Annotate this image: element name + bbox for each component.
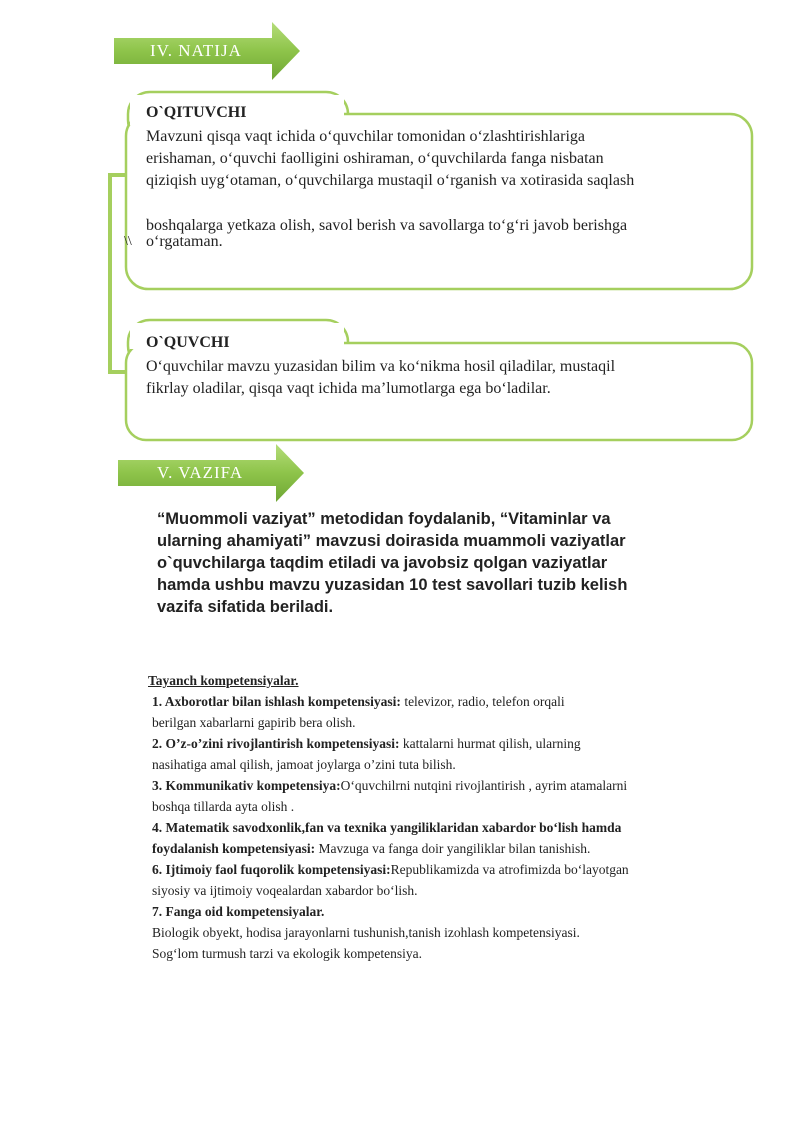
student-line: fikrlay oladilar, qisqa vaqt ichida ma’lumotlarga ega bo‘ladilar. — [146, 380, 551, 397]
teacher-line: erishaman, o‘quvchi faolligini oshiraman, o‘quvchilarda fanga nisbatan — [146, 150, 604, 167]
competency-cont: Mavzuga va fanga doir yangiliklar bilan tanishish. — [315, 841, 591, 856]
competency-item — [152, 817, 752, 838]
competency-desc: televizor, radio, telefon orqali — [400, 694, 565, 709]
competency-name: 6. Ijtimoiy faol fuqorolik kompetensiyasi: — [152, 862, 391, 877]
task-line: “Muommoli vaziyat” metodidan foydalanib, “Vitaminlar va — [157, 510, 611, 528]
competencies-title: Tayanch kompetensiyalar. — [148, 673, 299, 688]
teacher-line: Mavzuni qisqa vaqt ichida o‘quvchilar tomonidan o‘zlashtirishlariga — [146, 128, 585, 145]
marker-text: \\ — [124, 234, 132, 249]
competency-name: 4. Matematik savodxonlik,fan va texnika yangiliklaridan xabardor bo‘lish hamda — [152, 820, 622, 835]
competency-cont: siyosiy va ijtimoiy voqealardan xabardor bo‘lish. — [152, 883, 418, 898]
competency-name: 7. Fanga oid kompetensiyalar. — [152, 904, 325, 919]
task-line: ularning ahamiyati” mavzusi doirasida muammoli vaziyatlar — [157, 532, 626, 550]
competency-desc: Republikamizda va atrofimizda bo‘layotgan — [390, 862, 629, 877]
teacher-line: boshqalarga yetkaza olish, savol berish va savollarga to‘g‘ri javob berishga — [146, 217, 628, 234]
competency-item — [152, 691, 752, 712]
competency-name: 1. Axborotlar bilan ishlash kompetensiyasi: — [152, 694, 401, 709]
teacher-line: qiziqish uyg‘otaman, o‘quvchilarga mustaqil o‘rganish va xotirasida saqlash — [146, 172, 635, 189]
section-4-label: IV. NATIJA — [150, 41, 242, 60]
teacher-title: O`QITUVCHI — [146, 104, 247, 121]
task-line: hamda ushbu mavzu yuzasidan 10 test savollari tuzib kelish — [157, 576, 628, 594]
competency-name: 2. O’z-o’zini rivojlantirish kompetensiyasi: — [152, 736, 400, 751]
task-line: o`quvchilarga taqdim etiladi va javobsiz qolgan vaziyatlar — [157, 554, 608, 572]
student-line: O‘quvchilar mavzu yuzasidan bilim va ko‘nikma hosil qiladilar, mustaqil — [146, 358, 616, 375]
competency-extra: Sog‘lom turmush tarzi va ekologik kompetensiya. — [152, 946, 422, 961]
competency-item — [152, 775, 752, 796]
competency-item — [152, 859, 752, 880]
teacher-line: o‘rgataman. — [146, 233, 223, 250]
competency-cont: berilgan xabarlarni gapirib bera olish. — [152, 715, 356, 730]
competency-desc: kattalarni hurmat qilish, ularning — [399, 736, 581, 751]
competency-name: foydalanish kompetensiyasi: — [152, 841, 316, 856]
competencies-section — [148, 670, 752, 964]
competency-desc: O‘quvchilrni nutqini rivojlantirish , ayrim atamalarni — [340, 778, 628, 793]
competency-cont: nasihatiga amal qilish, jamoat joylarga o’zini tuta bilish. — [152, 757, 456, 772]
task-line: vazifa sifatida beriladi. — [157, 598, 334, 616]
student-title: O`QUVCHI — [146, 334, 230, 351]
section-5-label: V. VAZIFA — [157, 463, 244, 482]
competency-cont: boshqa tillarda ayta olish . — [152, 799, 295, 814]
competency-item — [152, 733, 752, 754]
competency-item — [152, 838, 752, 859]
task-text — [157, 508, 677, 618]
competency-extra: Biologik obyekt, hodisa jarayonlarni tushunish,tanish izohlash kompetensiyasi. — [152, 925, 580, 940]
competency-name: 3. Kommunikativ kompetensiya: — [152, 778, 341, 793]
competency-item — [152, 901, 752, 922]
